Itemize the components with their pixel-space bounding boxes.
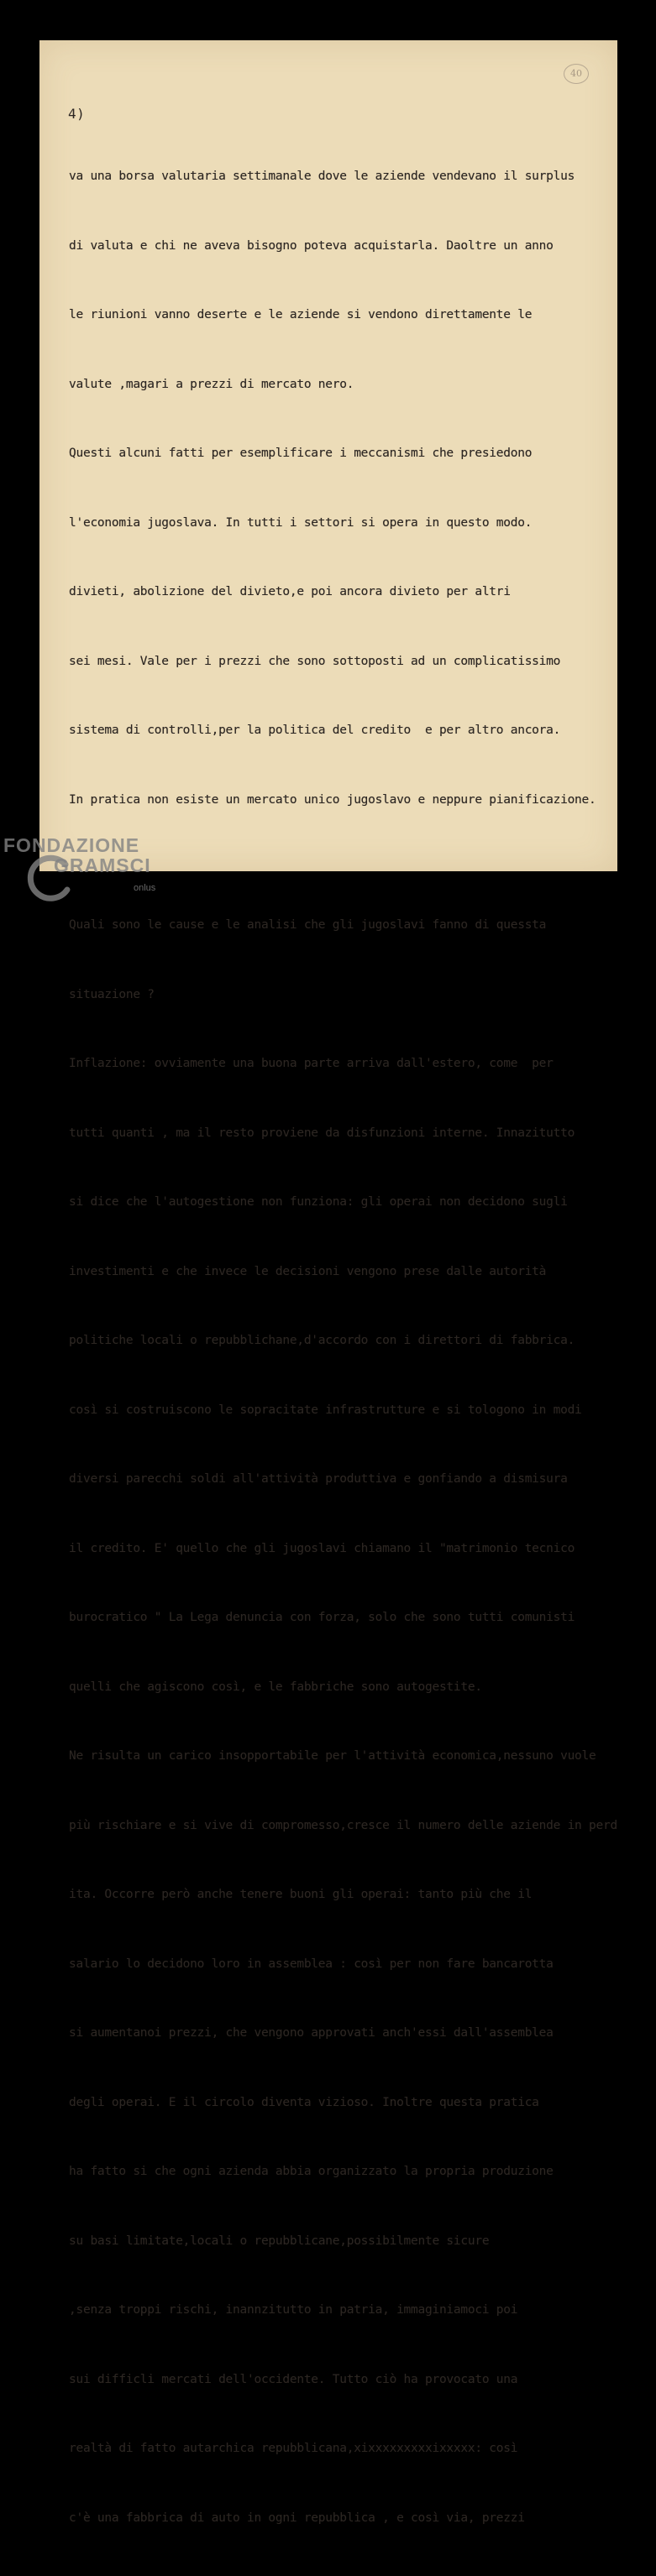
text-line: va una borsa valutaria settimanale dove le aziende vendevano il surplus [69,170,575,183]
text-line: le riunioni vanno deserte e le aziende si vendono direttamente le [69,308,533,321]
text-line: ,senza troppi rischi, inannzitutto in patria, immaginiamoci poi [69,2303,518,2317]
text-line: sei mesi. Vale per i prezzi che sono sottoposti ad un complicatissimo [69,654,561,668]
text-line: burocratico " La Lega denuncia con forza, solo che sono tutti comunisti [69,1611,575,1624]
text-line: così si costruiscono le sopracitate infrastrutture e si tologono in modi [69,1403,582,1417]
typed-text [69,119,623,2576]
text-line: politiche locali o repubblichane,d'accordo con i direttori di fabbrica. [69,1334,575,1347]
text-line: Questi alcuni fatti per esemplificare i meccanismi che presiedono [69,447,533,460]
text-line: valute ,magari a prezzi di mercato nero. [69,377,354,391]
fondazione-gramsci-watermark [3,834,171,905]
text-line: Quali sono le cause e le analisi che gli jugoslavi fanno di quessta [69,918,547,932]
text-line: c'è una fabbrica di auto in ogni repubblica , e così via, prezzi [69,2511,525,2525]
folio-mark: 40 [564,64,589,84]
text-line: su basi limitate,locali o repubblicane,possibilmente sicure [69,2234,490,2248]
text-line: Ne risulta un carico insopportabile per l'attività economica,nessuno vuole [69,1749,596,1763]
text-line: ha fatto si che ogni azienda abbia organizzato la propria produzione [69,2165,554,2178]
text-line: salario lo decidono loro in assemblea : così per non fare bancarotta [69,1957,554,1971]
text-line: si aumentanoi prezzi, che vengono approvati anch'essi dall'assemblea [69,2026,554,2040]
text-line: quelli che agiscono così, e le fabbriche sono autogestite. [69,1680,482,1694]
text-line: situazione ? [69,987,155,1001]
text-line: sui difficli mercati dell'occidente. Tutto ciò ha provocato una [69,2372,518,2386]
watermark-line1: FONDAZIONE [3,834,140,856]
text-line: si dice che l'autogestione non funziona: gli operai non decidono sugli [69,1195,568,1209]
text-line: investimenti e che invece le decisioni vengono prese dalle autorità [69,1264,547,1278]
text-line: In pratica non esiste un mercato unico jugoslavo e neppure pianificazione. [69,792,596,807]
text-line: tutti quanti , ma il resto proviene da disfunzioni interne. Innazitutto [69,1126,575,1140]
text-line: divieti, abolizione del divieto,e poi ancora divieto per altri [69,585,511,598]
text-line: degli operai. E il circolo diventa vizioso. Inoltre questa pratica [69,2095,539,2109]
text-line: diversi parecchi soldi all'attività produttiva e gonfiando a dismisura [69,1472,568,1486]
text-line: Inflazione: ovviamente una buona parte arriva dall'estero, come per [69,1057,554,1070]
text-line: più rischiare e si vive di compromesso,cresce il numero delle aziende in perd [69,1818,617,1832]
page-label: 4) [68,106,86,122]
text-line: ita. Occorre però anche tenere buoni gli operai: tanto più che il [69,1888,533,1901]
text-line: il credito. E' quello che gli jugoslavi chiamano il "matrimonio tecnico [69,1541,575,1555]
text-line: realtà di fatto autarchica repubblicana,xixxxxxxxxxixxxxx: così [69,2442,518,2455]
text-line: l'economia jugoslava. In tutti i settori si opera in questo modo. [69,515,533,530]
text-line: di valuta e chi ne aveva bisogno poteva acquistarla. Daoltre un anno [69,238,554,253]
watermark-line2: GRAMSCI [54,854,151,876]
text-line: sistema di controlli,per la politica del credito e per altro ancora. [69,724,561,737]
watermark-sub: onlus [134,883,156,893]
